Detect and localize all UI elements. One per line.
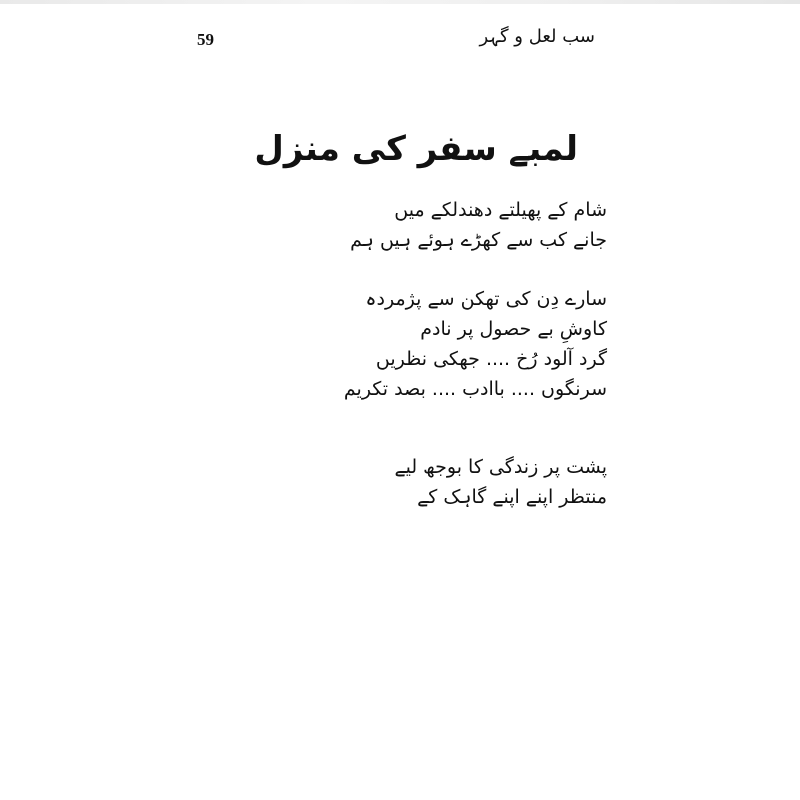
running-header-title: سب لعل و گہر [479,26,595,47]
poem-line: جانے کب سے کھڑے ہوئے ہیں ہم [350,229,607,251]
poem-line: منتظر اپنے اپنے گاہک کے [417,486,607,508]
poem-line: پشت پر زندگی کا بوجھ لیے [394,456,607,478]
poem-stanza-3 [394,452,607,512]
poem-stanza-2 [344,284,607,404]
poem-line: گرد آلود رُخ .... جھکی نظریں [375,348,607,370]
top-edge-rule [0,0,800,4]
poem-line: کاوشِ بے حصول پر نادم [420,318,607,340]
poem-stanza-1 [350,195,607,255]
poem-title: لمبے سفر کی منزل [254,129,578,169]
page-number: 59 [197,30,214,49]
poem-line: سارے دِن کی تھکن سے پژمردہ [365,288,607,310]
poem-line: شام کے پھیلتے دھندلکے میں [394,199,607,221]
poem-line: سرنگوں .... باادب .... بصد تکریم [343,378,607,400]
